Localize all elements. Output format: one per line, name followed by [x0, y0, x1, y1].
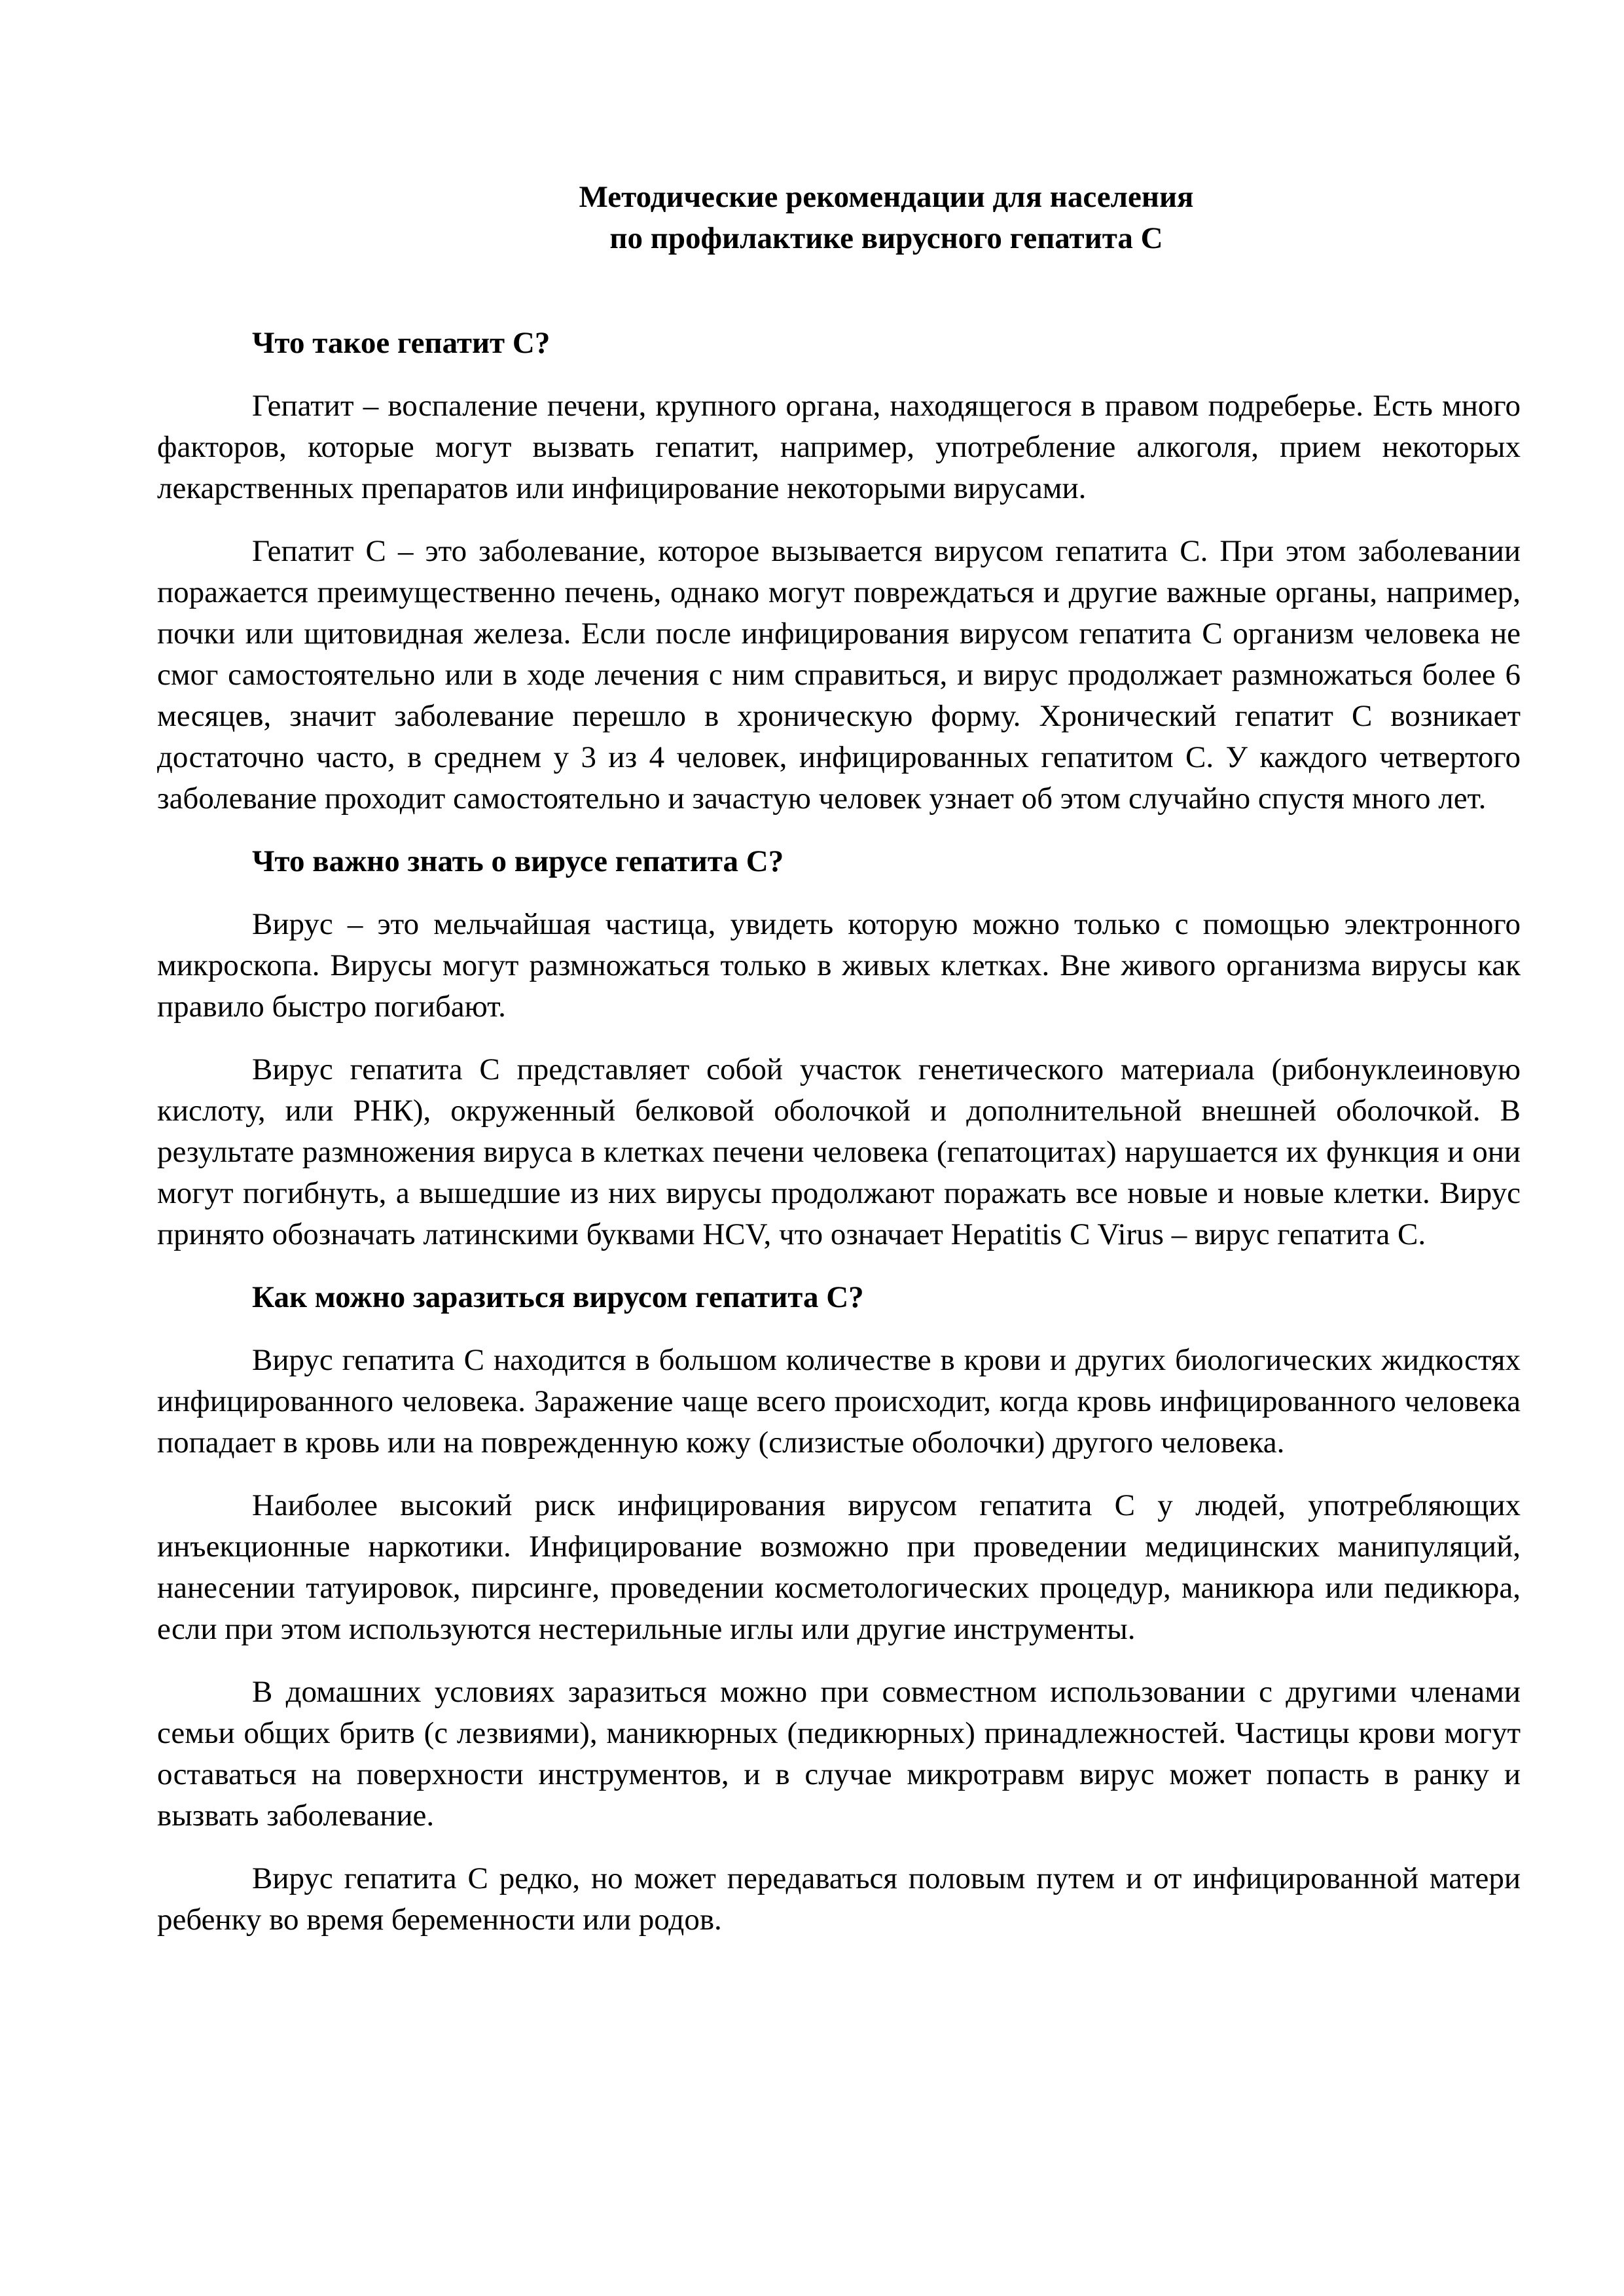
section-what-to-know-about-virus	[157, 841, 1521, 1255]
paragraph: Вирус – это мельчайшая частица, увидеть которую можно только с помощью электронного микроскопа. Вирусы могут размножаться только в живых клетках. Вне живого организма вирусы как правило быстро погибают.	[157, 907, 1521, 1024]
paragraph: Наиболее высокий риск инфицирования вирусом гепатита С у людей, употребляющих инъекционные наркотики. Инфицирование возможно при проведении медицинских манипуляций, нанесении татуировок, пирсинге, проведении косметологических процедур, маникюра или педикюра, если при этом используются нестерильные иглы или другие инструменты.	[157, 1488, 1521, 1646]
section-what-is-hepatitis-c	[157, 323, 1521, 819]
paragraph: Гепатит – воспаление печени, крупного органа, находящегося в правом подреберье. Есть много факторов, которые могут вызвать гепатит, например, употребление алкоголя, прием некоторых лекарственных препаратов или инфицирование некоторыми вирусами.	[157, 389, 1521, 505]
paragraph: Гепатит С – это заболевание, которое вызывается вирусом гепатита С. При этом заболевании поражается преимущественно печень, однако могут повреждаться и другие важные органы, например, почки или щитовидная железа. Если после инфицирования вирусом гепатита С организм человека не смог самостоятельно или в ходе лечения с ним справиться, и вирус продолжает размножаться более 6 месяцев, значит заболевание перешло в хроническую форму. Хронический гепатит С возникает достаточно часто, в среднем у 3 из 4 человек, инфицированных гепатитом С. У каждого четвертого заболевание проходит самостоятельно и зачастую человек узнает об этом случайно спустя много лет.	[157, 534, 1521, 816]
document-title-line-2: по профилактике вирусного гепатита С	[609, 221, 1163, 255]
paragraph: Вирус гепатита С находится в большом количестве в крови и других биологических жидкостях инфицированного человека. Заражение чаще всего происходит, когда кровь инфицированного человека попадает в кровь или на поврежденную кожу (слизистые оболочки) другого человека.	[157, 1343, 1521, 1460]
paragraph: Вирус гепатита С представляет собой участок генетического материала (рибонуклеиновую кислоту, или РНК), окруженный белковой оболочкой и дополнительной внешней оболочкой. В результате размножения вируса в клетках печени человека (гепатоцитах) нарушается их функция и они могут погибнуть, а вышедшие из них вирусы продолжают поражать все новые и новые клетки. Вирус принято обозначать латинскими буквами HCV, что означает Hepatitis C Virus – вирус гепатита С.	[157, 1052, 1521, 1251]
document-title-line-1: Методические рекомендации для населения	[579, 180, 1194, 214]
section-how-infection-occurs	[157, 1277, 1521, 1941]
section-heading: Что такое гепатит С?	[252, 326, 550, 360]
paragraph: В домашних условиях заразиться можно при совместном использовании с другими членами семьи общих бритв (с лезвиями), маникюрных (педикюрных) принадлежностей. Частицы крови могут оставаться на поверхности инструментов, и в случае микротравм вирус может попасть в ранку и вызвать заболевание.	[157, 1675, 1521, 1833]
section-heading: Как можно заразиться вирусом гепатита С?	[252, 1280, 864, 1314]
document-title	[252, 177, 1521, 259]
section-heading: Что важно знать о вирусе гепатита С?	[252, 844, 784, 878]
paragraph: Вирус гепатита С редко, но может передаваться половым путем и от инфицированной матери ребенку во время беременности или родов.	[157, 1861, 1521, 1937]
